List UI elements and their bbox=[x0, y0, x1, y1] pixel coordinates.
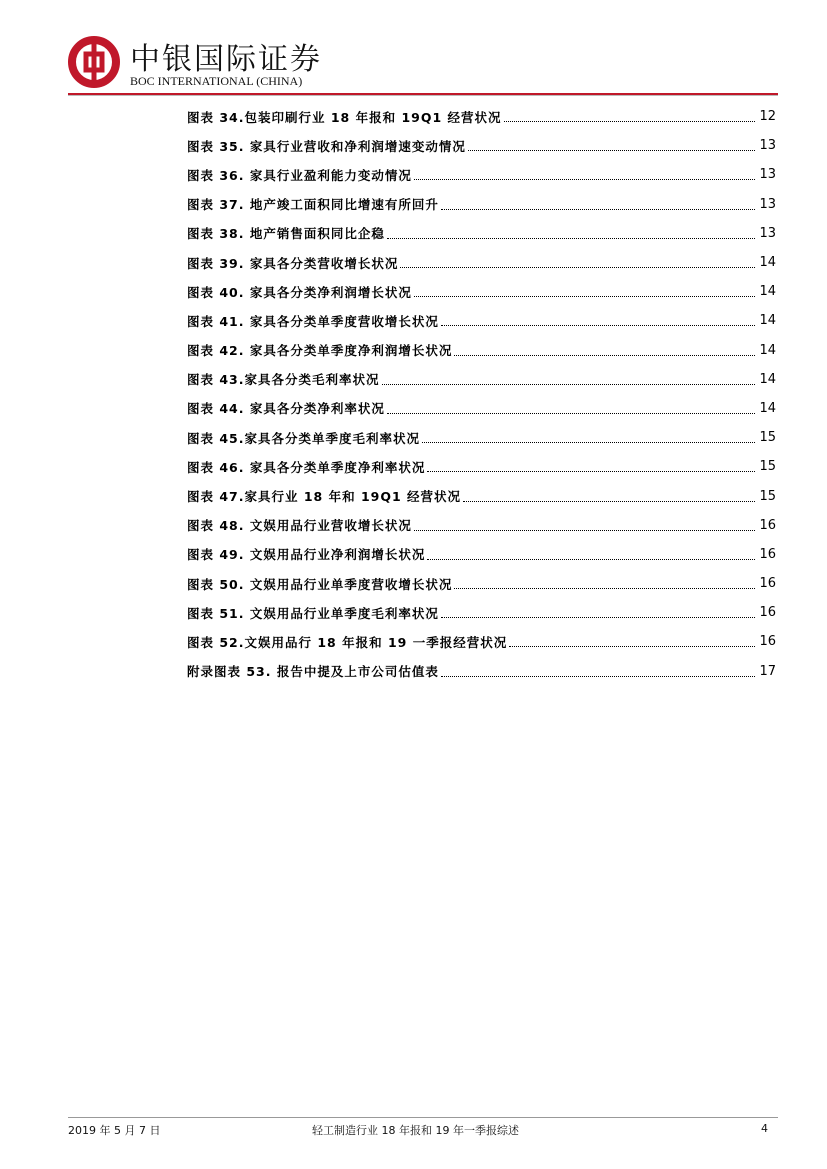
footer-page-number: 4 bbox=[761, 1122, 768, 1135]
toc-entry[interactable] bbox=[187, 190, 776, 219]
page-header bbox=[68, 32, 778, 94]
toc-entry[interactable] bbox=[187, 598, 776, 627]
toc-entry-title[interactable]: 图表 45.家具各分类单季度毛利率状况 bbox=[187, 430, 420, 446]
toc-leader-dots bbox=[382, 384, 756, 385]
toc-entry[interactable] bbox=[187, 160, 776, 189]
toc-entry-page[interactable]: 13 bbox=[759, 225, 776, 241]
page-footer bbox=[68, 1122, 778, 1138]
toc-leader-dots bbox=[414, 530, 756, 531]
toc-entry-title[interactable]: 图表 44. 家具各分类净利率状况 bbox=[187, 401, 385, 417]
toc-entry[interactable] bbox=[187, 569, 776, 598]
toc-leader-dots bbox=[463, 501, 755, 502]
toc-entry[interactable] bbox=[187, 481, 776, 510]
toc-entry-page[interactable]: 15 bbox=[759, 459, 776, 475]
toc-leader-dots bbox=[454, 588, 755, 589]
toc-entry-page[interactable]: 13 bbox=[759, 167, 776, 183]
toc-entry-title[interactable]: 图表 34.包装印刷行业 18 年报和 19Q1 经营状况 bbox=[187, 109, 502, 125]
toc-entry-page[interactable]: 16 bbox=[759, 605, 776, 621]
toc-leader-dots bbox=[509, 646, 755, 647]
toc-leader-dots bbox=[427, 559, 755, 560]
footer-report-title: 轻工制造行业 18 年报和 19 年一季报综述 bbox=[312, 1124, 519, 1137]
toc-entry-title[interactable]: 图表 41. 家具各分类单季度营收增长状况 bbox=[187, 313, 439, 329]
toc-entry-title[interactable]: 图表 50. 文娱用品行业单季度营收增长状况 bbox=[187, 576, 453, 592]
toc-leader-dots bbox=[504, 121, 756, 122]
toc-entry-page[interactable]: 14 bbox=[759, 255, 776, 271]
toc-entry[interactable] bbox=[187, 540, 776, 569]
toc-entry-page[interactable]: 15 bbox=[759, 488, 776, 504]
toc-entry[interactable] bbox=[187, 131, 776, 160]
table-of-figures bbox=[187, 102, 776, 686]
toc-entry-title[interactable]: 图表 39. 家具各分类营收增长状况 bbox=[187, 255, 399, 271]
toc-entry-title[interactable]: 图表 51. 文娱用品行业单季度毛利率状况 bbox=[187, 605, 439, 621]
toc-entry-title[interactable]: 图表 40. 家具各分类净利润增长状况 bbox=[187, 284, 412, 300]
toc-entry[interactable] bbox=[187, 277, 776, 306]
toc-entry-title[interactable]: 图表 49. 文娱用品行业净利润增长状况 bbox=[187, 547, 426, 563]
toc-leader-dots bbox=[441, 209, 756, 210]
toc-entry[interactable] bbox=[187, 423, 776, 452]
toc-leader-dots bbox=[414, 179, 756, 180]
toc-entry-title[interactable]: 图表 37. 地产竣工面积同比增速有所回升 bbox=[187, 197, 439, 213]
toc-entry[interactable] bbox=[187, 657, 776, 686]
toc-entry-page[interactable]: 14 bbox=[759, 284, 776, 300]
footer-date: 2019 年 5 月 7 日 bbox=[68, 1124, 161, 1137]
toc-entry-title[interactable]: 图表 36. 家具行业盈利能力变动情况 bbox=[187, 167, 412, 183]
toc-entry[interactable] bbox=[187, 306, 776, 335]
toc-entry-title[interactable]: 图表 46. 家具各分类单季度净利率状况 bbox=[187, 459, 426, 475]
toc-entry-page[interactable]: 16 bbox=[759, 517, 776, 533]
toc-entry-page[interactable]: 13 bbox=[759, 138, 776, 154]
toc-entry[interactable] bbox=[187, 102, 776, 131]
toc-entry-page[interactable]: 16 bbox=[759, 634, 776, 650]
toc-entry-page[interactable]: 17 bbox=[759, 663, 776, 679]
toc-entry-title[interactable]: 图表 38. 地产销售面积同比企稳 bbox=[187, 226, 385, 242]
toc-leader-dots bbox=[441, 325, 756, 326]
toc-entry-title[interactable]: 图表 43.家具各分类毛利率状况 bbox=[187, 372, 380, 388]
toc-entry[interactable] bbox=[187, 511, 776, 540]
toc-entry-title[interactable]: 图表 48. 文娱用品行业营收增长状况 bbox=[187, 518, 412, 534]
toc-leader-dots bbox=[427, 471, 755, 472]
toc-entry-title[interactable]: 图表 52.文娱用品行 18 年报和 19 一季报经营状况 bbox=[187, 634, 508, 650]
toc-leader-dots bbox=[454, 355, 755, 356]
toc-entry-title[interactable]: 图表 47.家具行业 18 年和 19Q1 经营状况 bbox=[187, 489, 462, 505]
toc-entry[interactable] bbox=[187, 394, 776, 423]
toc-leader-dots bbox=[441, 617, 756, 618]
toc-entry-page[interactable]: 14 bbox=[759, 313, 776, 329]
toc-entry[interactable] bbox=[187, 627, 776, 656]
toc-entry-page[interactable]: 15 bbox=[759, 430, 776, 446]
toc-leader-dots bbox=[387, 413, 756, 414]
toc-leader-dots bbox=[400, 267, 755, 268]
brand-name-cn: 中银国际证券 bbox=[130, 42, 322, 77]
boc-logo-icon bbox=[68, 36, 120, 88]
toc-entry[interactable] bbox=[187, 219, 776, 248]
toc-entry[interactable] bbox=[187, 336, 776, 365]
toc-entry-page[interactable]: 14 bbox=[759, 342, 776, 358]
header-divider-gray bbox=[68, 95, 778, 96]
toc-entry[interactable] bbox=[187, 365, 776, 394]
toc-entry[interactable] bbox=[187, 452, 776, 481]
toc-entry-page[interactable]: 13 bbox=[759, 196, 776, 212]
toc-entry-page[interactable]: 16 bbox=[759, 576, 776, 592]
toc-leader-dots bbox=[387, 238, 756, 239]
toc-leader-dots bbox=[422, 442, 755, 443]
toc-leader-dots bbox=[468, 150, 756, 151]
toc-leader-dots bbox=[441, 676, 756, 677]
toc-entry-page[interactable]: 14 bbox=[759, 400, 776, 416]
toc-entry-page[interactable]: 14 bbox=[759, 371, 776, 387]
toc-entry[interactable] bbox=[187, 248, 776, 277]
footer-divider bbox=[68, 1117, 778, 1118]
brand-name-en: BOC INTERNATIONAL (CHINA) bbox=[130, 74, 303, 88]
toc-leader-dots bbox=[414, 296, 756, 297]
toc-entry-title[interactable]: 图表 42. 家具各分类单季度净利润增长状况 bbox=[187, 343, 453, 359]
toc-entry-title[interactable]: 图表 35. 家具行业营收和净利润增速变动情况 bbox=[187, 138, 466, 154]
toc-entry-title[interactable]: 附录图表 53. 报告中提及上市公司估值表 bbox=[187, 664, 439, 680]
toc-entry-page[interactable]: 12 bbox=[759, 109, 776, 125]
toc-entry-page[interactable]: 16 bbox=[759, 546, 776, 562]
